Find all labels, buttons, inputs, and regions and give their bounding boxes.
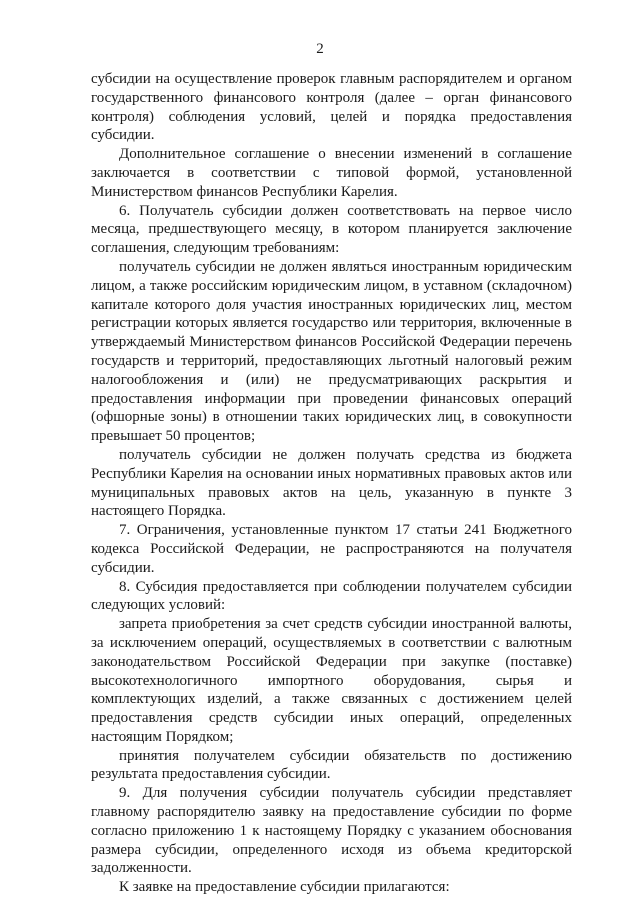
paragraph-attachments: К заявке на предоставление субсидии прилагаются: — [119, 879, 450, 896]
document-body — [91, 70, 572, 897]
paragraph-item-8: 8. Субсидия предоставляется при соблюдении получателем субсидии следующих условий: — [91, 578, 572, 614]
paragraph-condition-result: принятия получателем субсидии обязательств по достижению результата предоставления субсидии. — [91, 747, 572, 783]
paragraph-continuation: субсидии на осуществление проверок главным распорядителем и органом государственного финансового контроля (далее – орган финансового контроля) соблюдения условий, целей и порядка предоставления субсидии. — [91, 71, 572, 144]
paragraph-item-6: 6. Получатель субсидии должен соответствовать на первое число месяца, предшествующего месяцу, в котором планируется заключение соглашения, следующим требованиям: — [91, 202, 572, 257]
paragraph-requirement-foreign: получатель субсидии не должен являться иностранным юридическим лицом, а также российским юридическим лицом, в уставном (складочном) капитале которого доля участия иностранных юридических лиц, местом регистрации которых является государство или территория, включенные в утверждаемый Министерством финансов Российской Федерации перечень государств и территорий, предоставляющих льготный налоговый режим налогообложения и (или) не предусматривающих раскрытия и предоставления информации при проведении финансовых операций (офшорные зоны) в отношении таких юридических лиц, в совокупности превышает 50 процентов; — [91, 258, 572, 445]
page-number: 2 — [316, 41, 324, 57]
paragraph-condition-currency: запрета приобретения за счет средств субсидии иностранной валюты, за исключением операций, осуществляемых в соответствии с валютным законодательством Российской Федерации при закупке (поставке) высокотехнологичного импортного оборудования, сырья и комплектующих изделий, а также связанных с достижением целей предоставления средств субсидии иных операций, определенных настоящим Порядком; — [91, 616, 572, 745]
paragraph-item-9: 9. Для получения субсидии получатель субсидии представляет главному распорядителю заявку на предоставление субсидии по форме согласно приложению 1 к настоящему Порядку с указанием обоснования размера субсидии, определенного исходя из объема кредиторской задолженности. — [91, 785, 572, 877]
paragraph-additional-agreement: Дополнительное соглашение о внесении изменений в соглашение заключается в соответствии с типовой формой, установленной Министерством финансов Республики Карелия. — [91, 146, 572, 200]
paragraph-item-7: 7. Ограничения, установленные пунктом 17 статьи 241 Бюджетного кодекса Российской Федерации, не распространяются на получателя субсидии. — [91, 522, 572, 576]
paragraph-requirement-budget: получатель субсидии не должен получать средства из бюджета Республики Карелия на основании иных нормативных правовых актов или муниципальных правовых актов на цель, указанную в пункте 3 настоящего Порядка. — [91, 446, 572, 520]
